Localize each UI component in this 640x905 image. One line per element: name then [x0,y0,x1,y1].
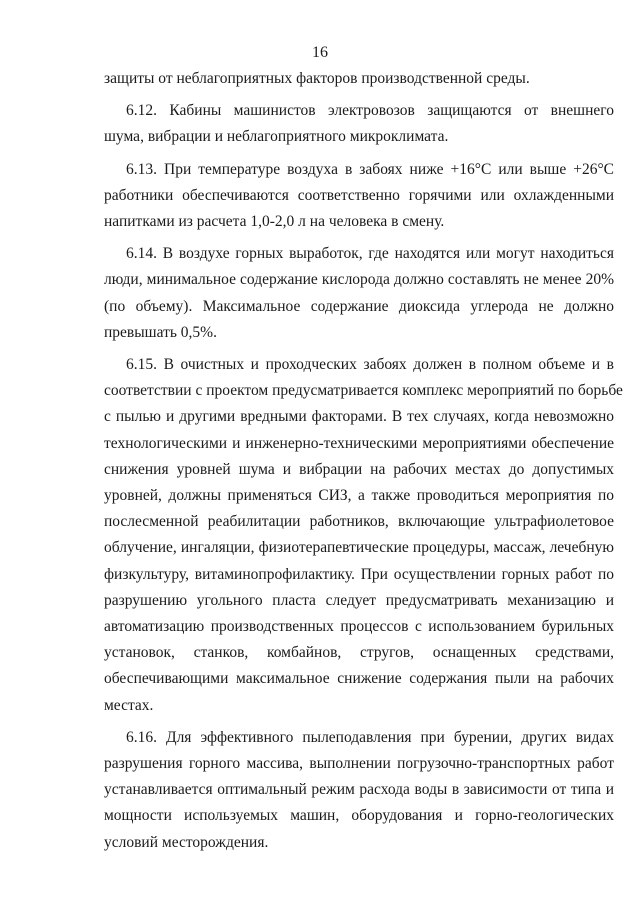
paragraph-p613 [104,157,614,236]
document-body [104,66,623,856]
text-line: уровней, должны применяться СИЗ, а также проводиться мероприятия по [104,487,614,505]
text-line: установок, станков, комбайнов, стругов, оснащенных средствами, [104,644,614,662]
text-line: технологическими и инженерно-техническими мероприятиями обеспечение [104,434,614,452]
paragraph-p0 [104,66,614,92]
text-line: 6.13. При температуре воздуха в забоях ниже +16°С или выше +26°С [126,160,614,178]
text-line: разрушению угольного пласта следует предусматривать механизацию и [104,591,614,609]
paragraph-p612 [104,98,614,150]
text-line: облучение, ингаляции, физиотерапевтические процедуры, массаж, лечебную [104,539,614,557]
text-line: 6.14. В воздухе горных выработок, где находятся или могут находиться [126,245,614,263]
text-line: автоматизацию производственных процессов с использованием бурильных [104,618,614,636]
text-line: разрушения горного массива, выполнении погрузочно-транспортных работ [104,755,614,773]
text-line: обеспечивающими максимальное снижение содержания пыли на рабочих [104,670,614,688]
text-line: физкультуру, витаминопрофилактику. При осуществлении горных работ по [104,565,614,583]
text-line: защиты от неблагоприятных факторов производственной среды. [104,70,530,87]
page-number: 16 [312,44,328,61]
paragraph-p616 [104,725,614,856]
paragraph-p614 [104,241,614,346]
text-line: 6.15. В очистных и проходческих забоях должен в полном объеме и в [126,356,614,374]
text-line: местах. [104,696,154,714]
text-line: снижения уровней шума и вибрации на рабочих местах до допустимых [104,460,614,478]
text-line: 6.12. Кабины машинистов электровозов защищаются от внешнего [126,102,614,120]
text-line: устанавливается оптимальный режим расхода воды в зависимости от типа и [104,781,614,799]
text-line: соответствии с проектом предусматривается комплекс мероприятий по борьбе [104,382,623,400]
paragraph-p615 [104,352,623,719]
text-line: 6.16. Для эффективного пылеподавления при бурении, других видах [126,728,614,746]
text-line: послесменной реабилитации работников, включающие ультрафиолетовое [104,513,614,531]
text-line: работники обеспечиваются соответственно горячими или охлажденными [104,186,614,204]
text-line: мощности используемых машин, оборудования и горно-геологических [104,807,614,825]
text-line: условий месторождения. [104,833,269,851]
text-line: превышать 0,5%. [104,323,217,341]
text-line: шума, вибрации и неблагоприятного микроклимата. [104,128,449,146]
text-line: с пылью и другими вредными факторами. В тех случаях, когда невозможно [104,408,614,426]
text-line: (по объему). Максимальное содержание диоксида углерода не должно [104,297,614,315]
text-line: напитками из расчета 1,0-2,0 л на человека в смену. [104,213,445,231]
text-line: люди, минимальное содержание кислорода должно составлять не менее 20% [104,271,614,289]
